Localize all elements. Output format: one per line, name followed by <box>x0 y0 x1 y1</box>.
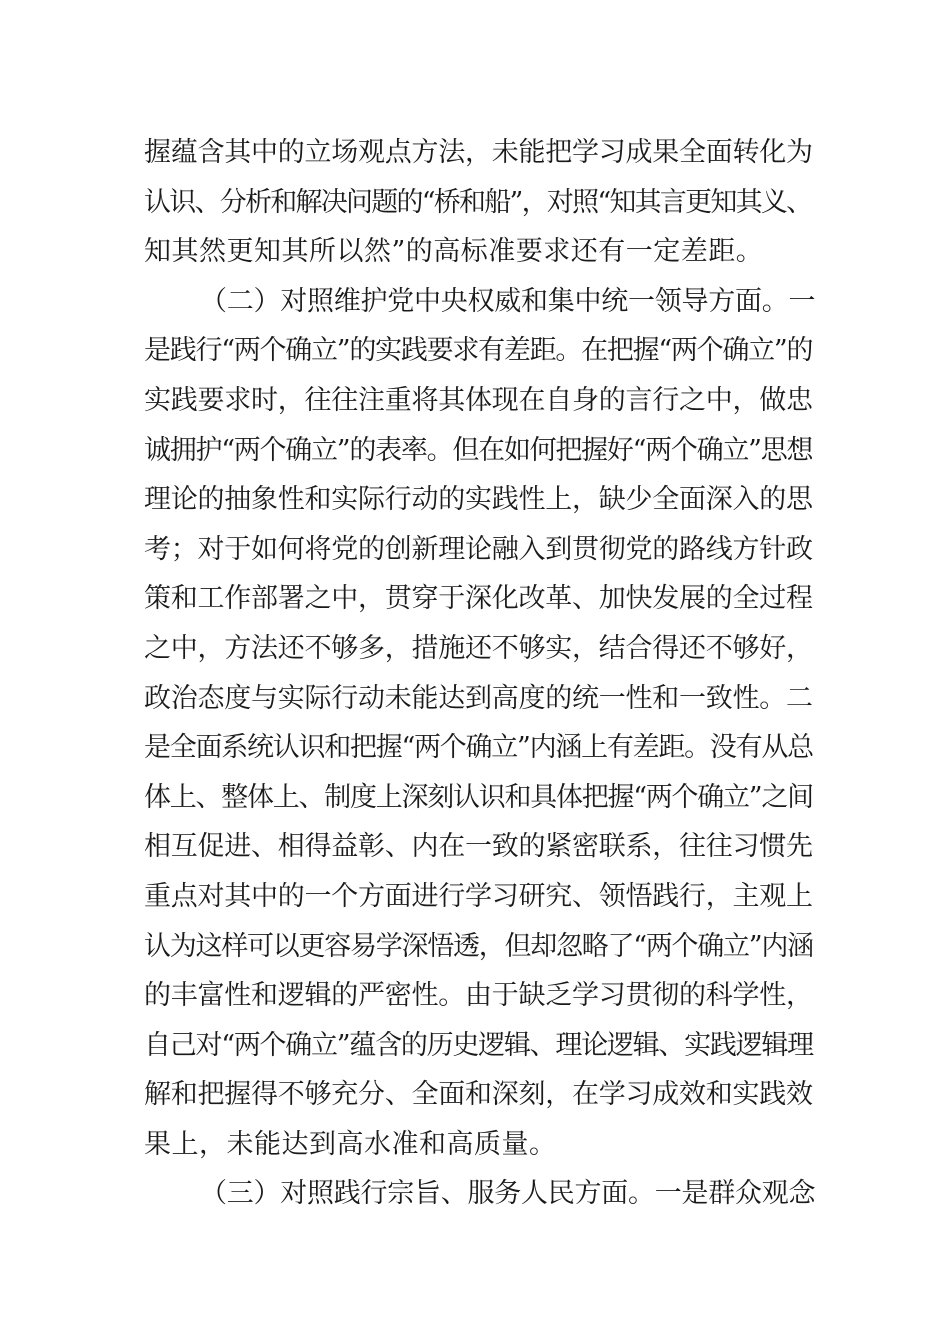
text-line-1: 握蕴含其中的立场观点方法，未能把学习成果全面转化为 <box>144 137 813 168</box>
text-line-14: 体上、整体上、制度上深刻认识和具体把握“两个确立”之间 <box>144 781 813 813</box>
text-line-7: 诚拥护“两个确立”的表率。但在如何把握好“两个确立”思想 <box>144 434 813 466</box>
text-line-16: 重点对其中的一个方面进行学习研究、领悟践行，主观上 <box>144 880 813 912</box>
text-line-19: 自己对“两个确立”蕴含的历史逻辑、理论逻辑、实践逻辑理 <box>144 1029 813 1061</box>
text-line-6: 实践要求时，往往注重将其体现在自身的言行之中，做忠 <box>144 384 813 416</box>
text-line-11: 之中，方法还不够多，措施还不够实，结合得还不够好， <box>144 632 813 664</box>
text-line-15: 相互促进、相得益彰、内在一致的紧密联系，往往习惯先 <box>144 831 813 863</box>
text-line-2: 认识、分析和解决问题的“桥和船”，对照“知其言更知其义、 <box>144 186 812 218</box>
section-heading-2: （二）对照维护党中央权威和集中统一领导方面。一 <box>200 285 816 317</box>
text-line-20: 解和把握得不够充分、全面和深刻，在学习成效和实践效 <box>144 1079 813 1111</box>
text-line-18: 的丰富性和逻辑的严密性。由于缺乏学习贯彻的科学性， <box>144 980 813 1012</box>
text-line-8: 理论的抽象性和实际行动的实践性上，缺少全面深入的思 <box>144 484 813 516</box>
section-heading-3: （三）对照践行宗旨、服务人民方面。一是群众观念 <box>200 1178 816 1210</box>
text-line-13: 是全面系统认识和把握“两个确立”内涵上有差距。没有从总 <box>144 732 813 764</box>
text-line-21: 果上，未能达到高水准和高质量。 <box>144 1128 557 1160</box>
text-line-12: 政治态度与实际行动未能达到高度的统一性和一致性。二 <box>144 682 813 714</box>
body-text <box>144 128 814 1219</box>
text-line-10: 策和工作部署之中，贯穿于深化改革、加快发展的全过程 <box>144 583 813 615</box>
text-line-5: 是践行“两个确立”的实践要求有差距。在把握“两个确立”的 <box>144 335 813 367</box>
text-line-9: 考；对于如何将党的创新理论融入到贯彻党的路线方针政 <box>144 533 813 565</box>
text-line-3: 知其然更知其所以然”的高标准要求还有一定差距。 <box>144 236 764 268</box>
text-line-17: 认为这样可以更容易学深悟透，但却忽略了“两个确立”内涵 <box>144 930 813 962</box>
